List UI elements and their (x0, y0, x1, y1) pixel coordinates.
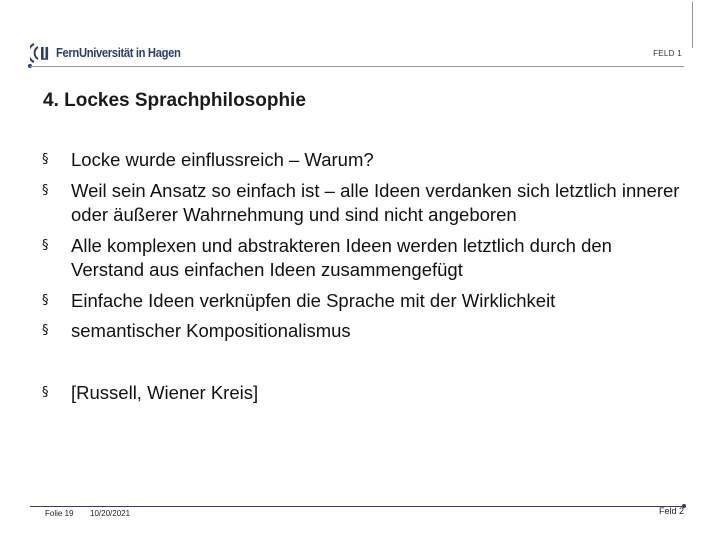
university-logo-icon (30, 40, 54, 66)
bullet-text: Weil sein Ansatz so einfach ist – alle Ideen verdanken sich letztlich innerer oder äußerer Wahrnehmung und sind nicht angeboren (71, 179, 680, 225)
header-vertical-rule (692, 2, 693, 48)
bullet-marker: § (42, 182, 49, 198)
bullet-text: semantischer Kompositionalismus (71, 320, 351, 341)
bullet-text: [Russell, Wiener Kreis] (71, 381, 259, 403)
footer-field-label: Feld 2 (658, 506, 684, 516)
bullet-marker: § (42, 292, 49, 308)
bullet-marker: § (42, 323, 49, 338)
slide-title: 4. Lockes Sprachphilosophie (43, 90, 306, 111)
bullet-item (42, 319, 682, 344)
bullet-text: Einfache Ideen verknüpfen die Sprache mit der Wirklichkeit (71, 289, 556, 311)
footer-rule (30, 506, 684, 507)
header-rule (30, 66, 684, 67)
bullet-marker: § (42, 152, 49, 167)
bullet-item (42, 234, 682, 283)
bullet-item (42, 148, 682, 173)
bullet-text: Locke wurde einflussreich – Warum? (71, 149, 374, 170)
bullet-item (42, 179, 682, 228)
logo-text: FernUniversität in Hagen (56, 46, 181, 60)
bullet-marker: § (42, 237, 49, 253)
bullet-marker: § (42, 384, 49, 400)
bullet-item (42, 381, 682, 406)
footer-date: 10/20/2021 (90, 509, 131, 518)
university-logo (30, 40, 194, 66)
header-section-label: FELD 1 (653, 49, 682, 58)
bullet-text: Alle komplexen und abstrakteren Ideen werden letztlich durch den Verstand aus einfachen Ideen zusammengefügt (71, 234, 612, 280)
footer-slide-number: Folie 19 (45, 509, 74, 518)
bullet-item (42, 289, 682, 314)
bullet-list (42, 148, 682, 411)
